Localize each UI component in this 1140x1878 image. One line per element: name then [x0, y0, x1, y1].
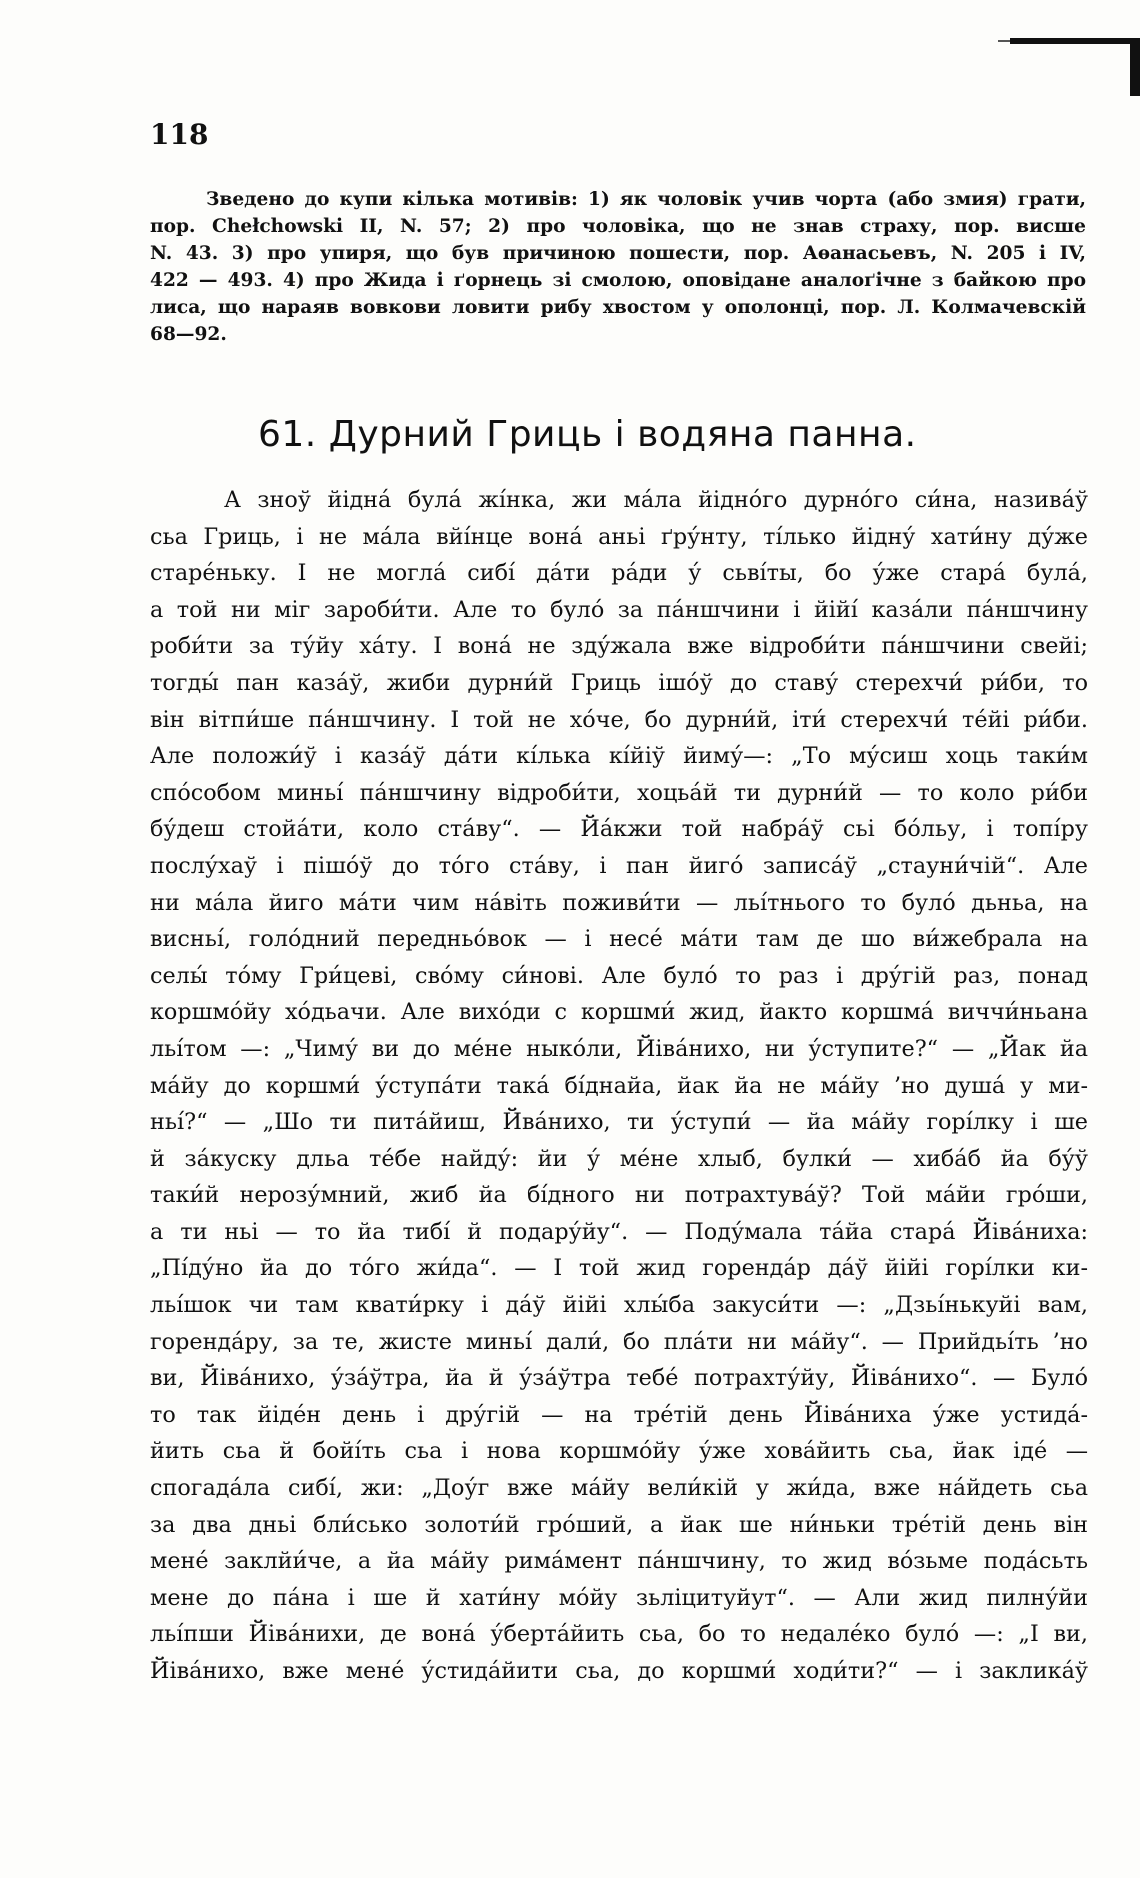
- notes-line: 422 — 493. 4) про Жида і ґорнець зі смолою, оповідане аналоґічне з байкою про: [150, 270, 1086, 291]
- story-line: сьа Гриць, і не ма́ла вйі́нце вона́ аньі ґру́нту, ті́лько йідну́ хати́ну ду́же: [150, 523, 1088, 550]
- story-text: [150, 482, 1088, 1690]
- scan-edge-bar-top: [1010, 38, 1140, 44]
- story-line: ньі́?“ — „Шо ти пита́йиш, Йва́нихо, ти у́ступи́ — йа ма́йу горі́лку і ше: [150, 1109, 1088, 1136]
- page-number: 118: [150, 118, 209, 151]
- story-line: ма́йу до коршми́ у́ступа́ти така́ бі́днайа, йак йа не ма́йу ’но душа́ у ми-: [150, 1072, 1088, 1099]
- notes-line: лиса, що нараяв вовкови ловити рибу хвостом у ополонці, пор. Л. Колмачевскій: [150, 297, 1086, 318]
- story-line: мене́ заклйи́че, а йа ма́йу рима́мент па́ншчину, то жид во́зьме пода́сьть: [150, 1548, 1088, 1575]
- story-line: Але положи́ў і каза́ў да́ти кі́лька кі́йіў йиму́—: „То му́сиш хоць таки́м: [150, 743, 1088, 770]
- story-line: бу́деш стойа́ти, коло ста́ву“. — Йа́кжи той набра́ў сьі бо́льу, і топі́ру: [150, 816, 1088, 843]
- story-line: послу́хаў і пішо́ў до то́го ста́ву, і пан йиго́ записа́ў „стауни́чій“. Але: [150, 852, 1088, 879]
- story-line: спо́собом миньі́ па́ншчину відроби́ти, хоцьа́й ти дурни́й — то коло ри́би: [150, 779, 1088, 806]
- notes-paragraph: [150, 186, 1086, 348]
- story-line: коршмо́йу хо́дьачи. Але вихо́ди с коршми́ жид, йакто коршма́ виччи́ньана: [150, 999, 1088, 1026]
- story-line: а той ни міг зароби́ти. Але то було́ за па́ншчини і йійі́ каза́ли па́ншчину: [150, 596, 1088, 623]
- story-line: тогды́ пан каза́ў, жиби дурни́й Гриць ішо́ў до ставу́ стерехчи́ ри́би, то: [150, 669, 1088, 696]
- story-line: ни ма́ла йиго ма́ти чим на́віть поживи́ти — льі́тнього то було́ дьньа, на: [150, 889, 1088, 916]
- notes-line: 68—92.: [150, 324, 227, 345]
- story-line: роби́ти за ту́йу ха́ту. І вона́ не зду́жала вже відроби́ти па́ншчини свейі;: [150, 633, 1088, 660]
- story-line: таки́й нерозу́мний, жиб йа бі́дного ни потрахтува́ў? Той ма́йи гро́ши,: [150, 1182, 1088, 1209]
- story-line: льі́том —: „Чиму́ ви до ме́не ныко́ли, Йіва́нихо, ни у́ступите?“ — „Йак йа: [150, 1035, 1088, 1062]
- scan-edge-bar-side: [1130, 42, 1140, 96]
- notes-line: пор. Chełchowski II, N. 57; 2) про чоловіка, що не знав страху, пор. висше: [150, 216, 1086, 237]
- story-line: льі́шок чи там квати́рку і да́ў йійі хлы́ба закуси́ти —: „Дзьі́нькуйі вам,: [150, 1292, 1088, 1319]
- story-line: спогада́ла сибі́, жи: „Доу́г вже ма́йу вели́кій у жи́да, вже на́йдеть сьа: [150, 1475, 1088, 1502]
- story-line: йить сьа й бойі́ть сьа і нова коршмо́йу у́же хова́йить сьа, йак іде́ —: [150, 1438, 1088, 1465]
- story-line: Йіва́нихо, вже мене́ у́стида́йити сьа, до коршми́ ходи́ти?“ — і заклика́ў: [150, 1658, 1088, 1684]
- story-line: ви, Йіва́нихо, у́за́ўтра, йа й у́за́ўтра тебе́ потрахту́йу, Йіва́нихо“. — Було́: [150, 1365, 1088, 1392]
- story-line: селы́ то́му Гри́цеві, сво́му си́нові. Але було́ то раз і дру́гій раз, понад: [150, 962, 1088, 989]
- story-line: льі́пши Йіва́ниxи, де вона́ у́берта́йить сьа, бо то недале́ко було́ —: „І ви,: [150, 1621, 1088, 1648]
- story-line: мене до па́на і ше й хати́ну мо́йу зьліцитуйут“. — Али жид пилну́йи: [150, 1584, 1088, 1611]
- story-line: за два дньі бли́сько золоти́й гро́ший, а йак ше ни́ньки тре́тій день він: [150, 1511, 1088, 1538]
- story-line: то так йіде́н день і дру́гій — на тре́тій день Йіва́ниха у́же устида́-: [150, 1401, 1088, 1428]
- story-line: висньі́, голо́дний передньо́вок — і несе́ ма́ти там де шо ви́жебрала на: [150, 926, 1088, 953]
- story-line: він вітпи́ше па́ншчину. І той не хо́че, бо дурни́й, іти́ стерехчи́ те́йі ри́би.: [150, 706, 1088, 733]
- story-line: старе́ньку. І не могла́ сибі́ да́ти ра́ди у́ сьві́ты, бо у́же стара́ була́,: [150, 560, 1088, 587]
- story-line: а ти ньі — то йа тибі́ й подару́йу“. — Поду́мала та́йа стара́ Йіва́ниха:: [150, 1218, 1088, 1245]
- notes-line: N. 43. 3) про упиря, що був причиною пошести, пор. Аѳанасьевъ, N. 205 і IV,: [150, 243, 1086, 264]
- story-line: й за́куску дльа те́бе найду́: йи у́ ме́не хлыб, булки́ — хиба́б йа бу́ў: [150, 1145, 1088, 1172]
- story-line: горенда́ру, за те, жисте миньі́ дали́, бо пла́ти ни ма́йу“. — Прийдьі́ть ’но: [150, 1328, 1088, 1355]
- story-line: „Пі́ду́но йа до то́го жи́да“. — І той жид горенда́р да́ў йійі горі́лки ки-: [150, 1255, 1088, 1282]
- story-line: А зноў йідна́ була́ жі́нка, жи ма́ла йідно́го дурно́го си́на, назива́ў: [224, 487, 1088, 513]
- notes-line: Зведено до купи кілька мотивів: 1) як чоловік учив чорта (або змия) грати,: [206, 189, 1086, 210]
- story-title: 61. Дурний Гриць і водяна панна.: [258, 414, 917, 455]
- scan-edge-mark: [1000, 38, 1140, 98]
